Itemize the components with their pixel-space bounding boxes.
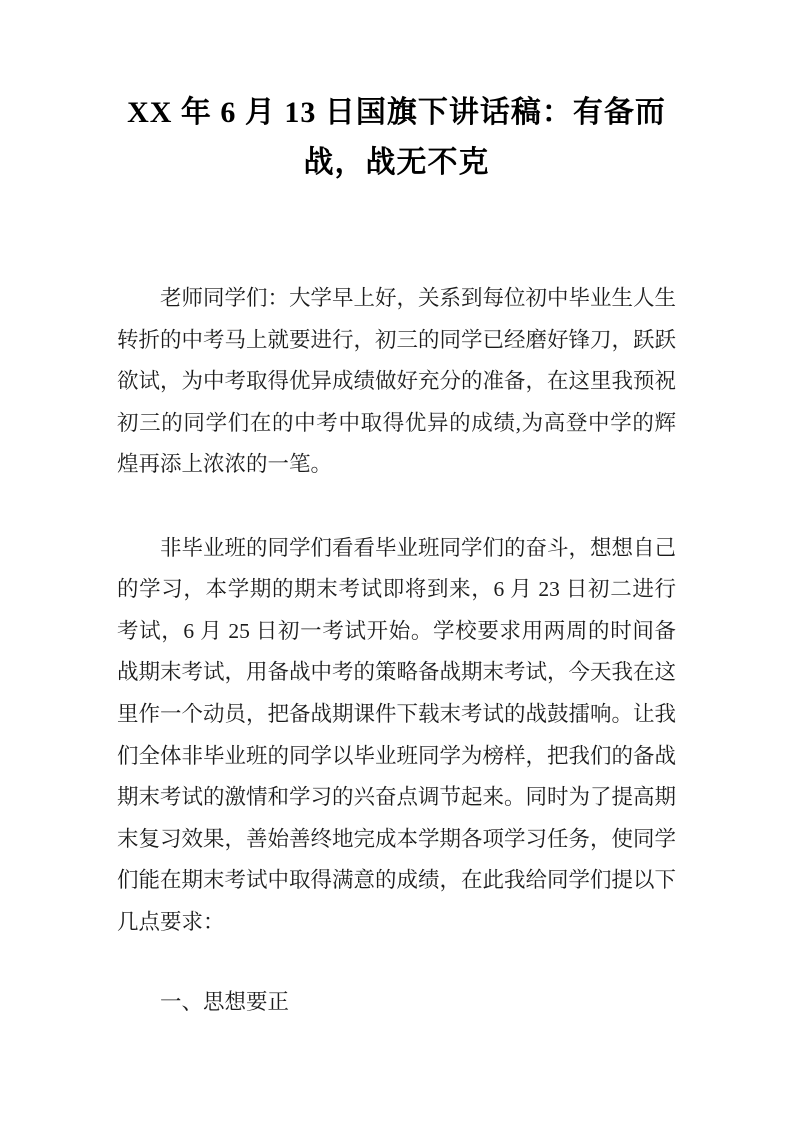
section-heading-1: 一、思想要正 (160, 989, 290, 1014)
page-title: XX 年 6 月 13 日国旗下讲话稿：有备而战，战无不克 (127, 96, 666, 179)
document-content (117, 0, 676, 1023)
paragraph-opening: 老师同学们：大学早上好，关系到每位初中毕业生人生转折的中考马上就要进行，初三的同学已经磨好锋刀，跃跃欲试，为中考取得优异成绩做好充分的准备，在这里我预祝初三的同学们在的中考中取得优异的成绩,为高登中学的辉煌再添上浓浓的一笔。 (117, 286, 677, 477)
paragraph-mobilization: 非毕业班的同学们看看毕业班同学们的奋斗，想想自己的学习，本学期的期末考试即将到来，6 月 23 日初二进行考试，6 月 25 日初一考试开始。学校要求用两周的时间备战期末考试，用备战中考的策略备战期末考试，今天我在这里作一个动员，把备战期课件下载末考试的战鼓擂响。让我们全体非毕业班的同学以毕业班同学为榜样，把我们的备战期末考试的激情和学习的兴奋点调节起来。同时为了提高期末复习效果，善始善终地完成本学期各项学习任务，使同学们能在期末考试中取得满意的成绩，在此我给同学们提以下几点要求： (117, 535, 677, 934)
